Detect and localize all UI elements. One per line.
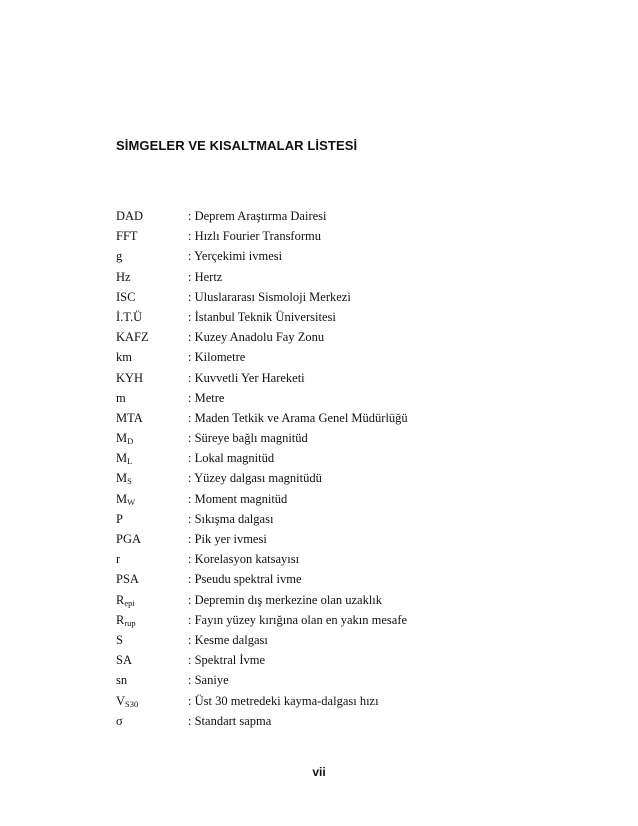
abbreviation [116,428,133,448]
abbreviation-symbol: r [116,552,121,567]
abbreviation-list [116,206,536,731]
abbreviation-symbol: SA [116,653,132,668]
definition: : Kuvvetli Yer Hareketi [188,370,305,385]
abbreviation-symbol: M [116,471,128,486]
definition: : Spektral İvme [188,653,266,668]
abbreviation-symbol: R [116,592,125,607]
abbreviation-subscript: rup [124,617,136,628]
abbreviation-symbol: FFT [116,229,138,244]
abbreviation-subscript: S30 [125,698,139,709]
list-item [116,267,536,287]
definition: : Uluslararası Sismoloji Merkezi [188,289,351,304]
list-item [116,610,536,630]
list-item [116,569,536,589]
abbreviation [116,368,143,388]
abbreviation-symbol: Hz [116,269,131,284]
abbreviation-subscript: D [127,436,134,447]
list-item [116,287,536,307]
list-item [116,307,536,327]
abbreviation [116,347,132,367]
definition: : İstanbul Teknik Üniversitesi [188,309,336,324]
definition: : Kuzey Anadolu Fay Zonu [188,330,325,345]
abbreviation-symbol: M [116,491,128,506]
abbreviation [116,408,143,428]
abbreviation-subscript: epi [124,597,135,608]
abbreviation [116,711,123,731]
abbreviation [116,529,141,549]
abbreviation [116,287,135,307]
abbreviation [116,630,123,650]
list-item [116,529,536,549]
abbreviation [116,468,132,488]
abbreviation-symbol: R [116,612,125,627]
definition: : Yüzey dalgası magnitüdü [188,471,322,486]
abbreviation-symbol: sn [116,673,128,688]
definition: : Lokal magnitüd [188,451,275,466]
definition: : Standart sapma [188,713,272,728]
abbreviation-symbol: KYH [116,370,144,385]
abbreviation [116,610,136,630]
abbreviation [116,670,127,690]
definition: : Sıkışma dalgası [188,511,274,526]
abbreviation [116,691,138,711]
definition: : Hızlı Fourier Transformu [188,229,321,244]
abbreviation [116,267,131,287]
list-item [116,226,536,246]
abbreviation-symbol: S [116,632,123,647]
abbreviation-symbol: g [116,249,123,264]
page-title: SİMGELER VE KISALTMALAR LİSTESİ [116,138,358,153]
definition: : Deprem Araştırma Dairesi [188,209,327,223]
list-item [116,650,536,670]
list-item [116,630,536,650]
definition: : Depremin dış merkezine olan uzaklık [188,592,383,607]
list-item [116,509,536,529]
abbreviation-symbol: KAFZ [116,330,149,345]
definition: : Hertz [188,269,223,284]
abbreviation [116,327,149,347]
abbreviation-symbol: PGA [116,532,142,546]
abbreviation-subscript: W [127,496,136,507]
definition: : Üst 30 metredeki kayma-dalgası hızı [188,693,379,708]
abbreviation [116,590,135,610]
definition: : Fayın yüzey kırığına olan en yakın mesafe [188,612,408,627]
abbreviation-symbol: M [116,431,128,446]
list-item [116,691,536,711]
list-item [116,327,536,347]
definition: : Korelasyon katsayısı [188,552,300,567]
definition: : Moment magnitüd [188,491,288,506]
list-item [116,590,536,610]
definition: : Yerçekimi ivmesi [188,249,283,264]
abbreviation [116,206,143,226]
list-item [116,246,536,266]
abbreviation-subscript: L [127,456,133,467]
list-item [116,468,536,488]
list-item [116,206,536,226]
abbreviation [116,246,122,266]
list-item [116,368,536,388]
abbreviation [116,307,142,327]
abbreviation-subscript: S [127,476,132,487]
definition: : Pik yer ivmesi [188,532,267,546]
abbreviation-symbol: ISC [116,289,136,304]
abbreviation [116,448,132,468]
abbreviation [116,226,138,246]
page-number: vii [312,765,326,779]
list-item [116,670,536,690]
abbreviation-symbol: σ [116,713,123,728]
abbreviation [116,388,126,408]
list-item [116,549,536,569]
abbreviation-symbol: V [116,693,126,708]
abbreviation [116,549,120,569]
abbreviation [116,489,135,509]
list-item [116,408,536,428]
abbreviation [116,569,139,589]
definition: : Saniye [188,673,229,688]
definition: : Kesme dalgası [188,632,268,647]
abbreviation [116,650,132,670]
definition: : Maden Tetkik ve Arama Genel Müdürlüğü [188,410,408,425]
abbreviation-symbol: MTA [116,410,143,425]
abbreviation-symbol: DAD [116,209,144,223]
abbreviation-symbol: İ.T.Ü [116,309,143,324]
abbreviation-symbol: M [116,451,128,466]
abbreviation-symbol: km [116,350,132,365]
abbreviation-symbol: PSA [116,572,139,587]
definition: : Pseudu spektral ivme [188,572,302,587]
abbreviation-symbol: P [116,511,123,526]
list-item [116,448,536,468]
list-item [116,347,536,367]
abbreviation [116,509,123,529]
list-item [116,388,536,408]
list-item [116,711,536,731]
definition: : Kilometre [188,350,246,365]
definition: : Süreye bağlı magnitüd [188,431,308,446]
list-item [116,489,536,509]
abbreviation-symbol: m [116,390,126,405]
list-item [116,428,536,448]
definition: : Metre [188,390,225,405]
